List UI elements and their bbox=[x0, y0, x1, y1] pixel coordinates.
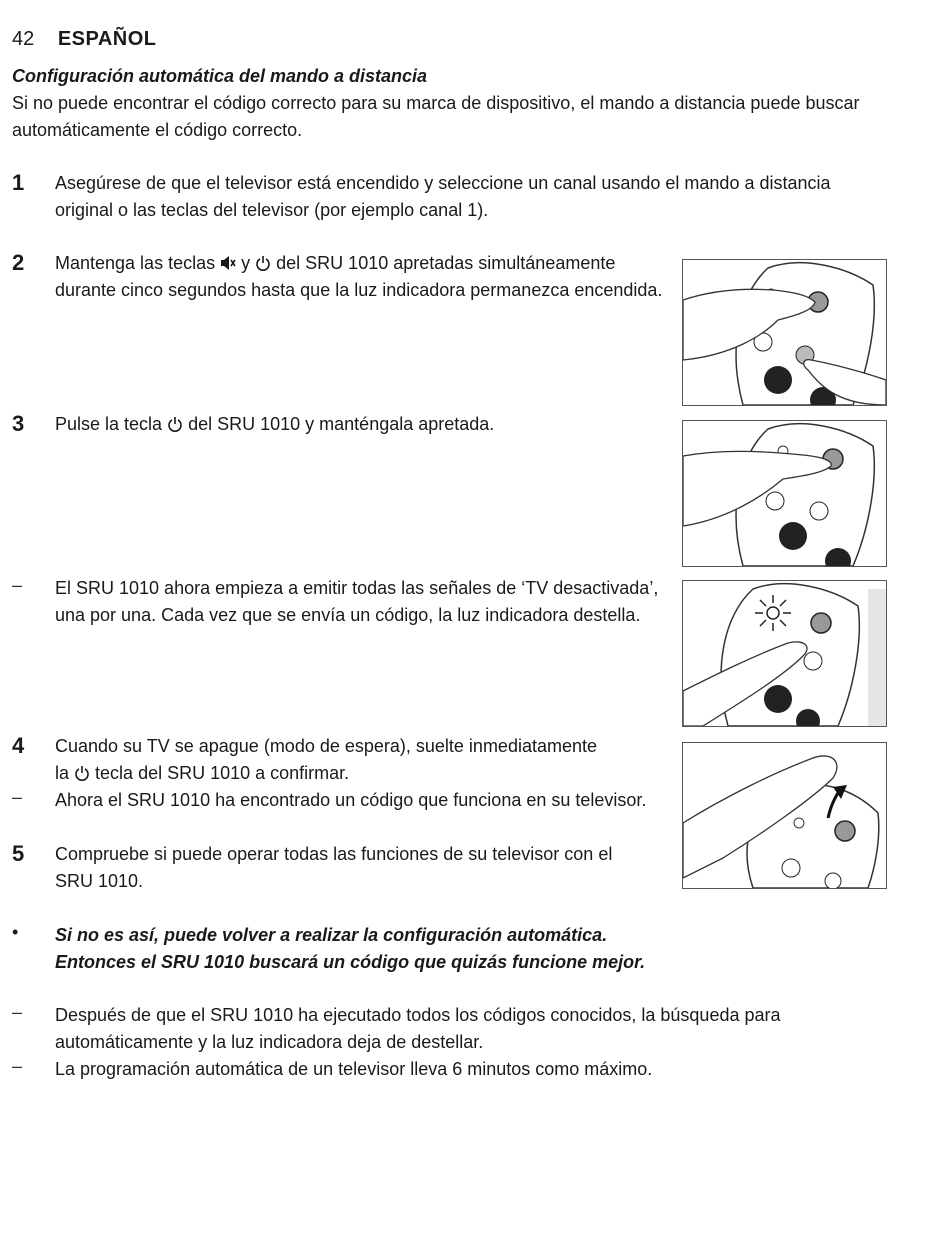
step-2-text-d: durante cinco segundos hasta que la luz indicadora permanezca encendida. bbox=[55, 280, 663, 300]
page-number: 42 bbox=[12, 28, 35, 50]
step-2-text-c: del SRU 1010 apretadas simultáneamente bbox=[276, 253, 616, 273]
dash-marker: – bbox=[12, 1002, 23, 1022]
illustration-indicator-flashing bbox=[682, 580, 887, 727]
retry-tip bbox=[55, 922, 755, 976]
dash-marker: – bbox=[12, 1056, 23, 1076]
dash-marker: – bbox=[12, 787, 23, 807]
search-stops-note: Después de que el SRU 1010 ha ejecutado todos los códigos conocidos, la búsqueda para automáticamente y la luz indicadora deja de destellar. bbox=[55, 1005, 781, 1052]
illustration-release-power bbox=[682, 742, 887, 889]
power-icon bbox=[255, 255, 271, 271]
step-number-3: 3 bbox=[12, 411, 25, 436]
step-number-4: 4 bbox=[12, 733, 25, 758]
retry-tip-line-1: Si no es así, puede volver a realizar la configuración automática. bbox=[55, 925, 608, 945]
illustration-press-power bbox=[682, 420, 887, 567]
step-number-5: 5 bbox=[12, 841, 25, 866]
step-number-2: 2 bbox=[12, 250, 25, 275]
step-3-text-b: del SRU 1010 y manténgala apretada. bbox=[188, 414, 495, 434]
step-4-text-a: Cuando su TV se apague (modo de espera), suelte inmediatamente bbox=[55, 736, 598, 756]
retry-tip-line-2: Entonces el SRU 1010 buscará un código que quizás funcione mejor. bbox=[55, 952, 646, 972]
language-label: ESPAÑOL bbox=[57, 28, 157, 50]
step-3-text bbox=[55, 411, 675, 438]
found-code-note: Ahora el SRU 1010 ha encontrado un código que funciona en su televisor. bbox=[55, 790, 647, 810]
step-4-text-c: tecla del SRU 1010 a confirmar. bbox=[95, 763, 350, 783]
step-5-text: Compruebe si puede operar todas las funciones de su televisor con el SRU 1010. bbox=[55, 844, 613, 891]
step-4-text bbox=[55, 733, 675, 787]
mute-icon bbox=[220, 255, 236, 271]
bullet-marker: • bbox=[12, 922, 19, 942]
step-2-text-b: y bbox=[241, 253, 251, 273]
dash-marker: – bbox=[12, 575, 23, 595]
intro-paragraph: Si no puede encontrar el código correcto para su marca de dispositivo, el mando a distancia puede buscar automáticamente el código correcto. bbox=[12, 93, 860, 140]
illustration-press-mute-and-power bbox=[682, 259, 887, 406]
flashing-note-text: El SRU 1010 ahora empieza a emitir todas las señales de ‘TV desactivada’, una por una. Cada vez que se envía un código, la luz indicadora destella. bbox=[55, 578, 659, 625]
step-1-text: Asegúrese de que el televisor está encendido y seleccione un canal usando el mando a distancia original o las teclas del televisor (por ejemplo canal 1). bbox=[55, 173, 831, 220]
section-title: Configuración automática del mando a distancia bbox=[12, 66, 428, 86]
power-icon bbox=[74, 765, 90, 781]
max-duration-note: La programación automática de un televisor lleva 6 minutos como máximo. bbox=[55, 1059, 653, 1079]
step-2-text bbox=[55, 250, 675, 304]
step-4-text-b: la bbox=[55, 763, 70, 783]
step-2-text-a: Mantenga las teclas bbox=[55, 253, 216, 273]
step-3-text-a: Pulse la tecla bbox=[55, 414, 163, 434]
step-number-1: 1 bbox=[12, 170, 25, 195]
power-icon bbox=[167, 416, 183, 432]
page-header bbox=[12, 28, 157, 51]
